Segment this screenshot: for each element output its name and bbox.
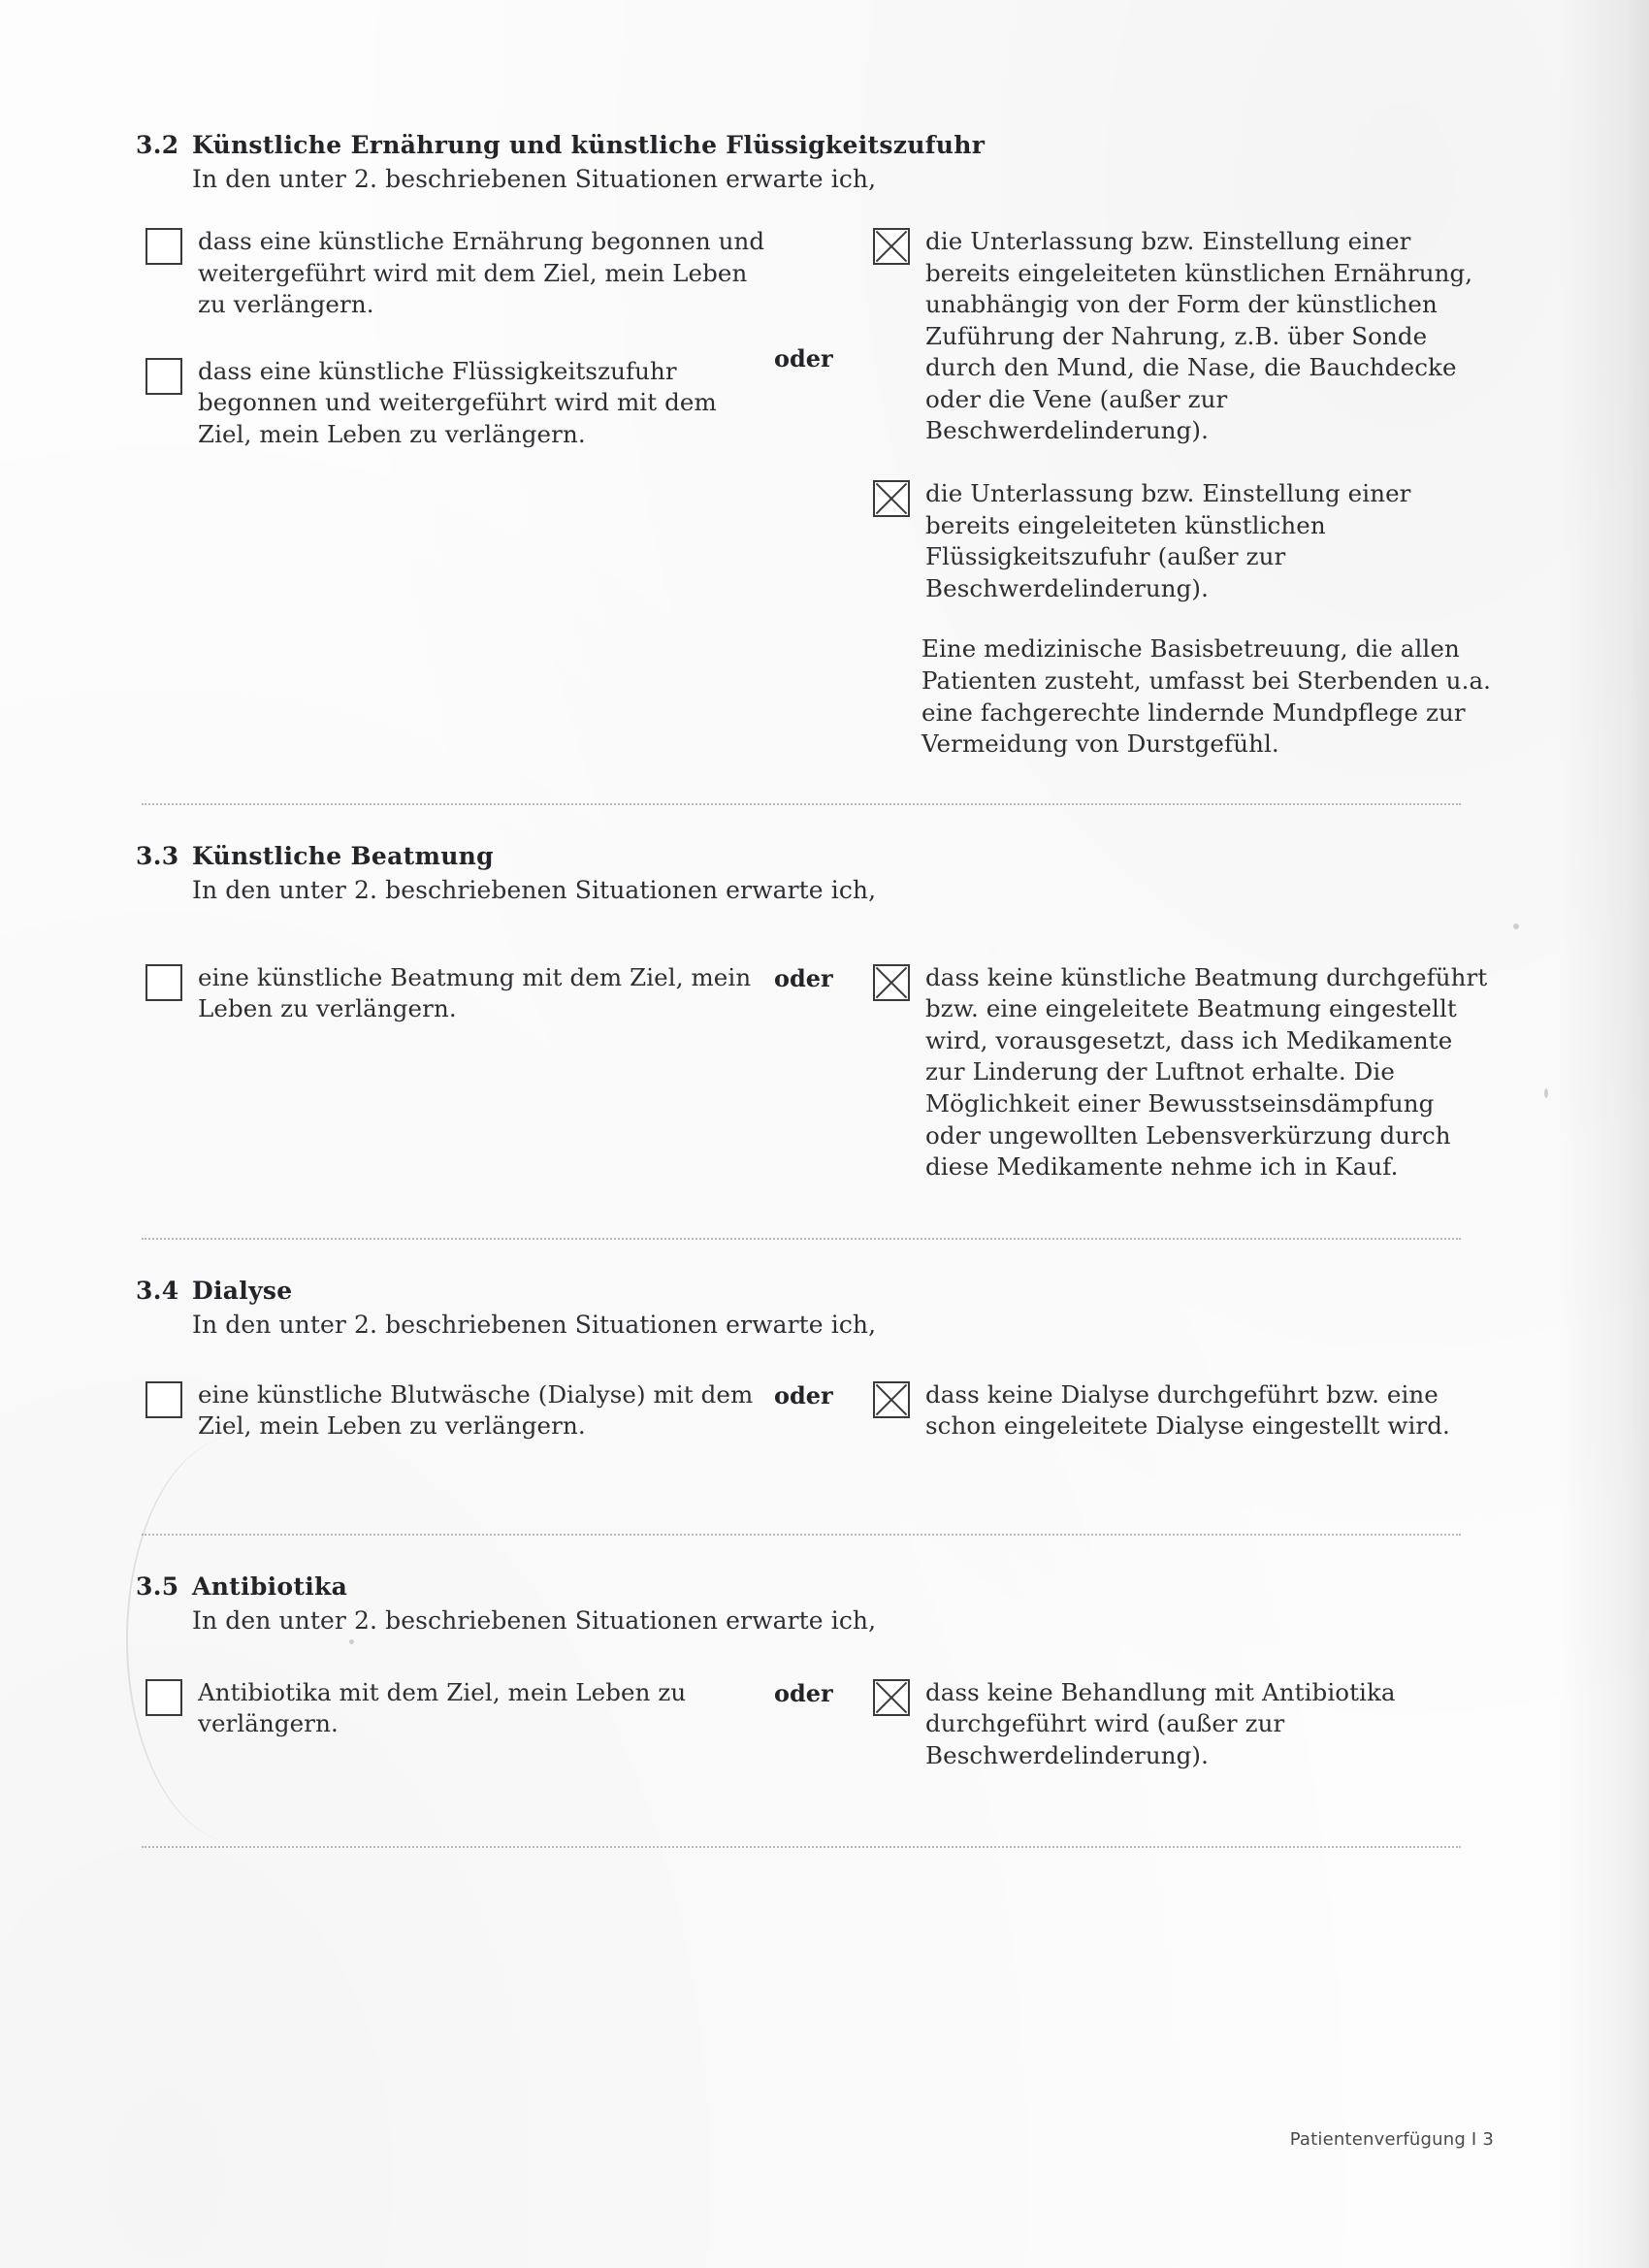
- section-divider: [142, 1238, 1461, 1240]
- section-title: Dialyse: [192, 1276, 293, 1305]
- option-label: dass keine künstliche Beatmung durchgeführt bzw. eine eingeleitete Beatmung eingestellt wird, vorausgesetzt, dass ich Medikamente zur Linderung der Luftnot erhalte. Die Möglichkeit einer Bewusstseinsdämpfung oder ungewollten Lebensverkürzung durch diese Medikamente nehme ich in Kauf.: [925, 962, 1488, 1182]
- section-title: Künstliche Beatmung: [192, 841, 494, 870]
- section-number: 3.4: [136, 1276, 179, 1305]
- option-row[interactable]: [873, 1379, 1494, 1442]
- option-row[interactable]: [146, 1677, 766, 1740]
- option-label: eine künstliche Beatmung mit dem Ziel, mein Leben zu verlängern.: [198, 962, 752, 1023]
- oder-label: oder: [774, 344, 833, 373]
- options-columns: [146, 1379, 1494, 1468]
- options-columns: [146, 1677, 1494, 1798]
- section-divider: [142, 803, 1461, 805]
- oder-column: [766, 226, 873, 761]
- oder-label: oder: [774, 963, 833, 992]
- option-label: die Unterlassung bzw. Einstellung einer bereits eingeleiteten künstlichen Ernährung, unabhängig von der Form der künstlichen Zuführung der Nahrung, z.B. über Sonde durch den Mund, die Nase, die Bauchdecke oder die Vene (außer zur Beschwerdelinderung).: [925, 227, 1473, 445]
- options-right-column: [873, 1379, 1494, 1468]
- section-subtitle: In den unter 2. beschriebenen Situationen erwarte ich,: [192, 875, 877, 904]
- option-label: dass keine Behandlung mit Antibiotika durchgeführt wird (außer zur Beschwerdelinderung).: [925, 1677, 1396, 1770]
- section-number: 3.2: [136, 131, 179, 159]
- oder-column: [766, 1677, 873, 1798]
- section-title: Künstliche Ernährung und künstliche Flüssigkeitszufuhr: [192, 131, 986, 159]
- option-label: die Unterlassung bzw. Einstellung einer bereits eingeleiteten künstlichen Flüssigkeitszufuhr (außer zur Beschwerdelinderung).: [925, 479, 1411, 602]
- options-columns: [146, 962, 1494, 1209]
- checkbox-checked[interactable]: [873, 1679, 910, 1716]
- option-row[interactable]: [146, 356, 766, 451]
- options-left-column: [146, 1379, 766, 1468]
- options-right-column: [873, 226, 1494, 761]
- option-label: Antibiotika mit dem Ziel, mein Leben zu verlängern.: [198, 1677, 687, 1738]
- option-row[interactable]: [873, 962, 1494, 1183]
- oder-label: oder: [774, 1678, 833, 1707]
- section-subtitle: In den unter 2. beschriebenen Situationen erwarte ich,: [192, 1310, 877, 1339]
- section-divider: [142, 1846, 1461, 1848]
- options-left-column: [146, 226, 766, 761]
- section-3-5: [136, 1572, 1494, 1848]
- option-label: dass eine künstliche Ernährung begonnen und weitergeführt wird mit dem Ziel, mein Leben zu verlängern.: [198, 227, 765, 319]
- page-footer: Patientenverfügung I 3: [1289, 2129, 1494, 2150]
- section-3-4: [136, 1277, 1494, 1536]
- section-subtitle: In den unter 2. beschriebenen Situationen erwarte ich,: [192, 1605, 877, 1635]
- oder-column: [766, 962, 873, 1209]
- section-number: 3.3: [136, 841, 179, 870]
- checkbox-unchecked[interactable]: [146, 1679, 182, 1716]
- section-note: Eine medizinische Basisbetreuung, die allen Patienten zusteht, umfasst bei Sterbenden u.a. eine fachgerechte lindernde Mundpflege zur Vermeidung von Durstgefühl.: [922, 634, 1492, 759]
- checkbox-checked[interactable]: [873, 1381, 910, 1418]
- checkbox-checked[interactable]: [873, 964, 910, 1001]
- options-left-column: [146, 962, 766, 1209]
- options-left-column: [146, 1677, 766, 1798]
- scan-speck: [1544, 1088, 1548, 1098]
- section-heading: [136, 131, 1494, 159]
- scan-edge-shadow: [1557, 0, 1649, 2268]
- option-label: dass keine Dialyse durchgeführt bzw. eine schon eingeleitete Dialyse eingestellt wird.: [925, 1379, 1450, 1441]
- section-heading: [136, 1572, 1494, 1601]
- section-heading: [136, 842, 1494, 870]
- scan-speck: [1513, 923, 1519, 929]
- option-row[interactable]: [146, 226, 766, 321]
- option-row[interactable]: [146, 1379, 766, 1442]
- option-row[interactable]: [873, 1677, 1494, 1772]
- checkbox-unchecked[interactable]: [146, 1381, 182, 1418]
- checkbox-unchecked[interactable]: [146, 964, 182, 1001]
- checkbox-unchecked[interactable]: [146, 358, 182, 395]
- section-title: Antibiotika: [192, 1571, 348, 1601]
- option-row[interactable]: [873, 226, 1494, 447]
- options-right-column: [873, 962, 1494, 1209]
- section-subtitle: In den unter 2. beschriebenen Situationen erwarte ich,: [192, 165, 877, 193]
- checkbox-checked[interactable]: [873, 228, 910, 265]
- checkbox-checked[interactable]: [873, 480, 910, 517]
- options-columns: [146, 226, 1494, 761]
- document-body: [136, 131, 1494, 1885]
- option-row[interactable]: [146, 962, 766, 1025]
- options-right-column: [873, 1677, 1494, 1798]
- oder-column: [766, 1379, 873, 1468]
- section-3-2: [136, 131, 1494, 805]
- oder-label: oder: [774, 1380, 833, 1409]
- section-divider: [142, 1534, 1461, 1536]
- option-label: dass eine künstliche Flüssigkeitszufuhr begonnen und weitergeführt wird mit dem Ziel, mein Leben zu verlängern.: [198, 356, 717, 448]
- checkbox-unchecked[interactable]: [146, 228, 182, 265]
- section-3-3: [136, 842, 1494, 1240]
- section-number: 3.5: [136, 1571, 179, 1601]
- option-row[interactable]: [873, 478, 1494, 604]
- option-label: eine künstliche Blutwäsche (Dialyse) mit dem Ziel, mein Leben zu verlängern.: [198, 1379, 754, 1441]
- section-heading: [136, 1277, 1494, 1305]
